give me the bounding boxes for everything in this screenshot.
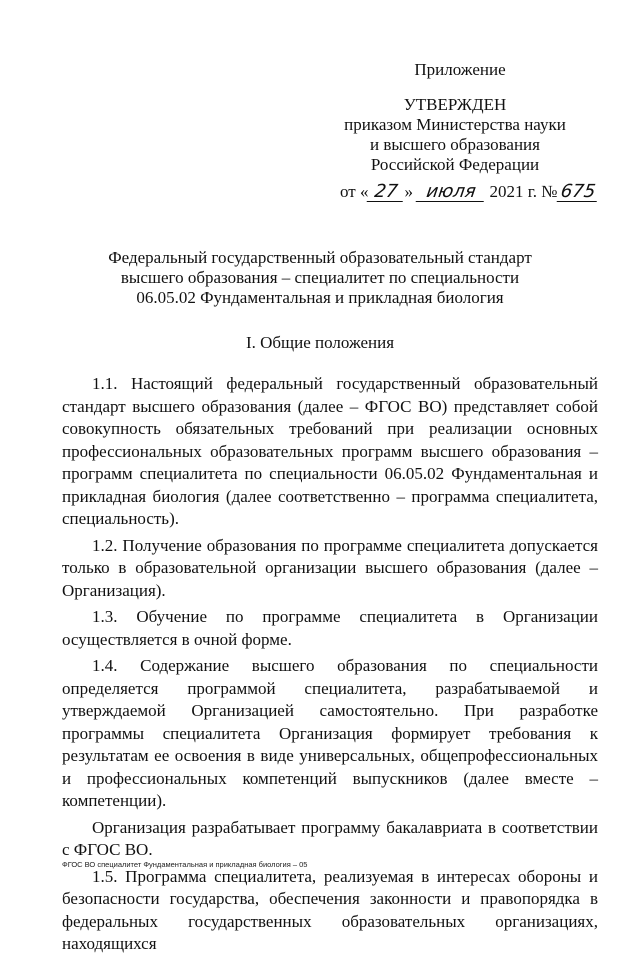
title-line: 06.05.02 Фундаментальная и прикладная биология bbox=[136, 288, 504, 307]
title-line: высшего образования – специалитет по специальности bbox=[120, 268, 520, 287]
title-line: Федеральный государственный образовательный стандарт bbox=[108, 248, 532, 267]
approval-line: Российской Федерации bbox=[370, 155, 540, 174]
order-number: 675 bbox=[556, 183, 599, 202]
paragraph: 1.1. Настоящий федеральный государственный образовательный стандарт высшего образования (далее – ФГОС ВО) представляет собой совокупность обязательных требований при реализации основных профессиональных образовательных программ высшего образования – программ специалитета по специальности 06.05.02 Фундаментальная и прикладная биология (далее соответственно – программа специалитета, специальность). bbox=[62, 374, 598, 528]
annex-label: Приложение bbox=[414, 60, 506, 79]
order-month: июля bbox=[416, 183, 487, 202]
approved-heading: УТВЕРЖДЕН bbox=[403, 95, 507, 114]
order-prefix: от « bbox=[340, 182, 369, 201]
section-title: I. Общие положения bbox=[245, 333, 395, 352]
paragraph: 1.5. Программа специалитета, реализуемая в интересах обороны и безопасности государства, обеспечения законности и правопорядка в федеральных государственных образовательных организациях, находящихся bbox=[62, 866, 598, 953]
paragraph: Организация разрабатывает программу бакалавриата в соответствии с ФГОС ВО. bbox=[62, 817, 598, 859]
page-footer: ФГОС ВО специалитет Фундаментальная и прикладная биология – 05 bbox=[62, 860, 308, 869]
paragraph: 1.3. Обучение по программе специалитета в Организации осуществляется в очной форме. bbox=[62, 607, 598, 649]
order-day-close: » bbox=[404, 182, 413, 201]
approval-line: и высшего образования bbox=[370, 135, 540, 154]
body-text bbox=[62, 373, 598, 960]
approval-block bbox=[330, 95, 580, 175]
approval-line: приказом Министерства науки bbox=[344, 115, 566, 134]
order-year: 2021 г. № bbox=[489, 182, 558, 201]
paragraph: 1.4. Содержание высшего образования по специальности определяется программой специалитета, разрабатываемой и утверждаемой Организацией самостоятельно. При разработке программы специалитета Организация формирует требования к результатам ее освоения в виде универсальных, общепрофессиональных и профессиональных компетенций выпускников (далее вместе – компетенции). bbox=[62, 656, 598, 810]
standard-title bbox=[60, 248, 580, 308]
paragraph: 1.2. Получение образования по программе специалитета допускается только в образовательной организации высшего образования (далее – Организация). bbox=[62, 535, 598, 600]
order-line bbox=[340, 181, 600, 203]
order-day: 27 bbox=[367, 183, 406, 202]
